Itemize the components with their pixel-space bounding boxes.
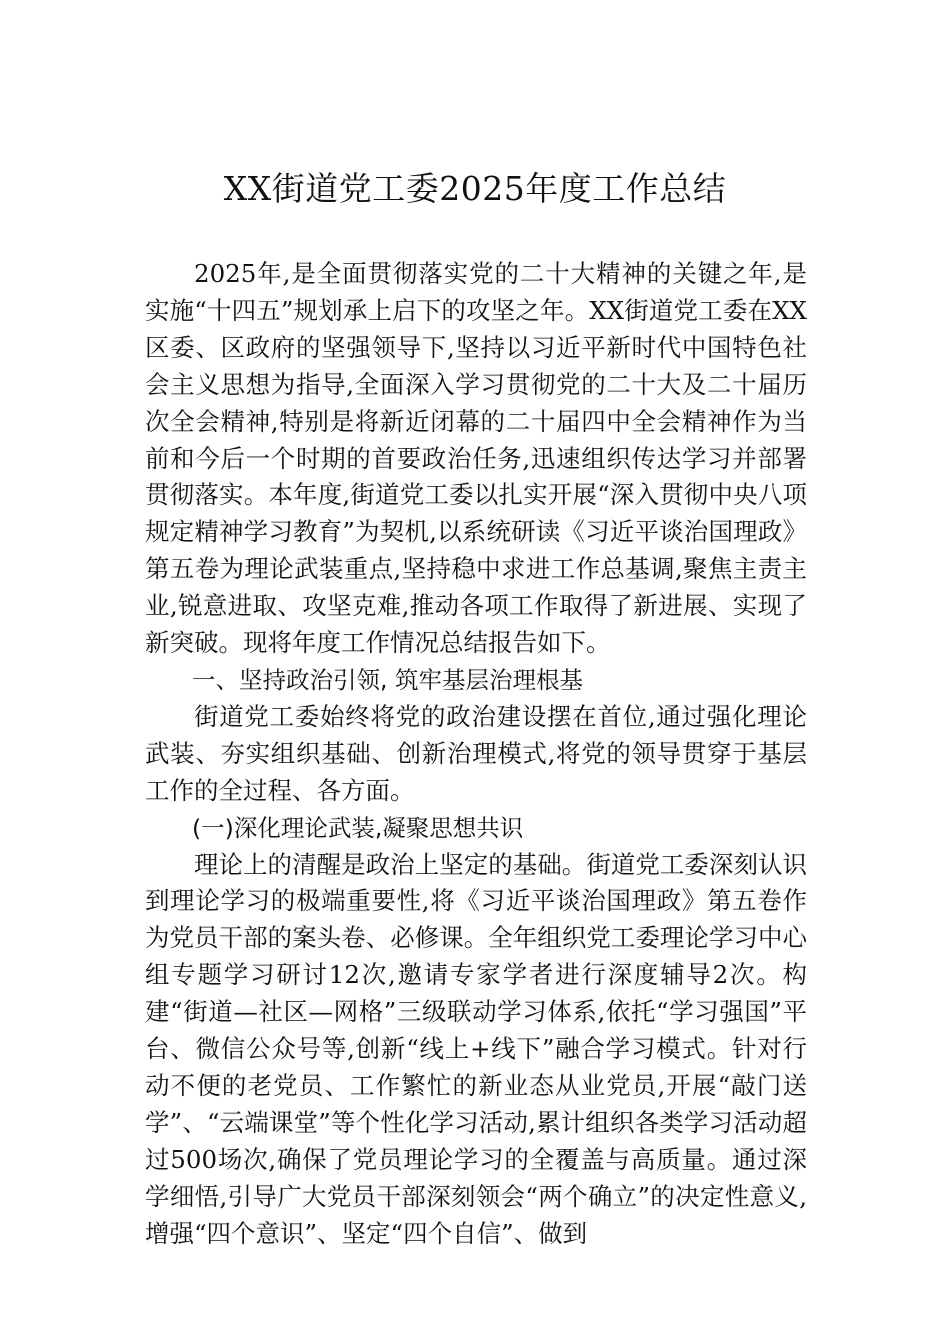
- section-1-paragraph: 街道党工委始终将党的政治建设摆在首位,通过强化理论武装、夯实组织基础、创新治理模式,将党的领导贯穿于基层工作的全过程、各方面。: [145, 701, 807, 805]
- subsection-1-paragraph: 理论上的清醒是政治上坚定的基础。街道党工委深刻认识到理论学习的极端重要性,将《习近平谈治国理政》第五卷作为党员干部的案头卷、必修课。全年组织党工委理论学习中心组专题学习研讨12次,邀请专家学者进行深度辅导2次。构建“街道—社区—网格”三级联动学习体系,依托“学习强国”平台、微信公众号等,创新“线上+线下”融合学习模式。针对行动不便的老党员、工作繁忙的新业态从业党员,开展“敲门送学”、“云端课堂”等个性化学习活动,累计组织各类学习活动超过500场次,确保了党员理论学习的全覆盖与高质量。通过深学细悟,引导广大党员干部深刻领会“两个确立”的决定性意义,增强“四个意识”、坚定“四个自信”、做到: [145, 849, 807, 1248]
- section-heading-1: 一、坚持政治引领, 筑牢基层治理根基: [192, 665, 583, 694]
- subsection-heading-1: (一)深化理论武装,凝聚思想共识: [192, 813, 524, 842]
- intro-paragraph: 2025年,是全面贯彻落实党的二十大精神的关键之年,是实施“十四五”规划承上启下的攻坚之年。XX街道党工委在XX区委、区政府的坚强领导下,坚持以习近平新时代中国特色社会主义思想为指导,全面深入学习贯彻党的二十大及二十届历次全会精神,特别是将新近闭幕的二十届四中全会精神作为当前和今后一个时期的首要政治任务,迅速组织传达学习并部署贯彻落实。本年度,街道党工委以扎实开展“深入贯彻中央八项规定精神学习教育”为契机,以系统研读《习近平谈治国理政》第五卷为理论武装重点,坚持稳中求进工作总基调,聚焦主责主业,锐意进取、攻坚克难,推动各项工作取得了新进展、实现了新突破。现将年度工作情况总结报告如下。: [145, 259, 807, 658]
- document-body: [145, 256, 807, 1252]
- document-title: XX街道党工委2025年度工作总结: [223, 169, 727, 208]
